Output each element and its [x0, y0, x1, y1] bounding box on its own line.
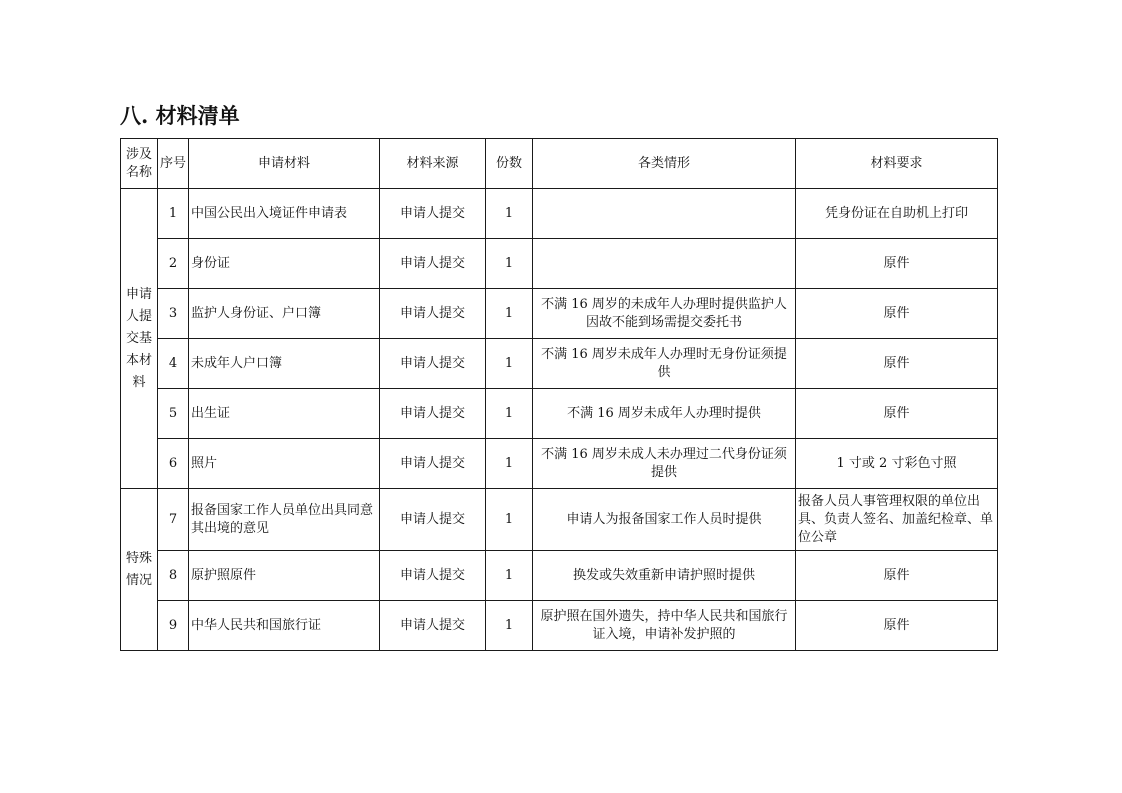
- section-title: 八. 材料清单: [120, 103, 240, 128]
- cell-situation: 不满 16 周岁的未成年人办理时提供监护人因故不能到场需提交委托书: [533, 289, 796, 339]
- group-cell-special: [121, 489, 158, 651]
- group-label-line: 人提: [125, 308, 152, 324]
- cell-situation: 不满 16 周岁未成年人办理时无身份证须提供: [533, 339, 796, 389]
- cell-material: 监护人身份证、户口簿: [189, 289, 380, 339]
- cell-material: 原护照原件: [189, 551, 380, 601]
- cell-requirement: 原件: [796, 289, 998, 339]
- cell-material: 未成年人户口簿: [189, 339, 380, 389]
- group-label-line: 料: [132, 374, 146, 390]
- header-situation: 各类情形: [533, 139, 796, 189]
- header-scope: [121, 139, 158, 189]
- table-row: [121, 601, 998, 651]
- header-requirement: 材料要求: [796, 139, 998, 189]
- group-cell-basic: [121, 189, 158, 489]
- cell-material: 中国公民出入境证件申请表: [189, 189, 380, 239]
- cell-copies: 1: [486, 551, 533, 601]
- cell-situation: 换发或失效重新申请护照时提供: [533, 551, 796, 601]
- cell-source: 申请人提交: [380, 389, 486, 439]
- table-header-row: [121, 139, 998, 189]
- cell-material: 身份证: [189, 239, 380, 289]
- cell-index: 9: [158, 601, 189, 651]
- table-row: [121, 339, 998, 389]
- table-row: [121, 489, 998, 551]
- table-row: [121, 189, 998, 239]
- cell-index: 5: [158, 389, 189, 439]
- cell-source: 申请人提交: [380, 601, 486, 651]
- cell-situation: 不满 16 周岁未成年人办理时提供: [533, 389, 796, 439]
- cell-source: 申请人提交: [380, 439, 486, 489]
- cell-requirement: 原件: [796, 389, 998, 439]
- header-index: 序号: [158, 139, 189, 189]
- cell-source: 申请人提交: [380, 189, 486, 239]
- cell-index: 2: [158, 239, 189, 289]
- group-label-line: 情况: [125, 572, 152, 588]
- cell-situation: 申请人为报备国家工作人员时提供: [533, 489, 796, 551]
- cell-requirement: 原件: [796, 239, 998, 289]
- cell-situation: [533, 239, 796, 289]
- cell-copies: 1: [486, 289, 533, 339]
- cell-source: 申请人提交: [380, 489, 486, 551]
- cell-copies: 1: [486, 439, 533, 489]
- cell-source: 申请人提交: [380, 289, 486, 339]
- group-label-line: 本材: [125, 352, 152, 368]
- cell-index: 4: [158, 339, 189, 389]
- cell-requirement: 1 寸或 2 寸彩色寸照: [796, 439, 998, 489]
- table-row: [121, 239, 998, 289]
- cell-material: 中华人民共和国旅行证: [189, 601, 380, 651]
- table-row: [121, 551, 998, 601]
- cell-copies: 1: [486, 389, 533, 439]
- cell-requirement: 凭身份证在自助机上打印: [796, 189, 998, 239]
- cell-index: 3: [158, 289, 189, 339]
- header-scope-line: 名称: [125, 164, 152, 180]
- cell-index: 6: [158, 439, 189, 489]
- cell-copies: 1: [486, 339, 533, 389]
- cell-index: 7: [158, 489, 189, 551]
- cell-requirement: 原件: [796, 551, 998, 601]
- cell-copies: 1: [486, 189, 533, 239]
- cell-source: 申请人提交: [380, 551, 486, 601]
- cell-situation: [533, 189, 796, 239]
- cell-material: 报备国家工作人员单位出具同意其出境的意见: [189, 489, 380, 551]
- cell-copies: 1: [486, 489, 533, 551]
- cell-copies: 1: [486, 601, 533, 651]
- header-source: 材料来源: [380, 139, 486, 189]
- cell-material: 照片: [189, 439, 380, 489]
- cell-requirement: 原件: [796, 601, 998, 651]
- header-scope-line: 涉及: [125, 146, 152, 162]
- table-row: [121, 439, 998, 489]
- group-label-line: 特殊: [125, 550, 152, 566]
- cell-situation: 原护照在国外遗失，持中华人民共和国旅行证入境，申请补发护照的: [533, 601, 796, 651]
- cell-material: 出生证: [189, 389, 380, 439]
- cell-copies: 1: [486, 239, 533, 289]
- cell-index: 8: [158, 551, 189, 601]
- materials-table: [120, 138, 998, 651]
- cell-situation: 不满 16 周岁未成人未办理过二代身份证须提供: [533, 439, 796, 489]
- table-row: [121, 289, 998, 339]
- cell-requirement: 原件: [796, 339, 998, 389]
- group-label-line: 交基: [125, 330, 152, 346]
- header-material: 申请材料: [189, 139, 380, 189]
- cell-source: 申请人提交: [380, 239, 486, 289]
- cell-source: 申请人提交: [380, 339, 486, 389]
- table-row: [121, 389, 998, 439]
- header-copies: 份数: [486, 139, 533, 189]
- cell-requirement: 报备人员人事管理权限的单位出具、负责人签名、加盖纪检章、单位公章: [796, 489, 998, 551]
- group-label-line: 申请: [125, 286, 152, 302]
- cell-index: 1: [158, 189, 189, 239]
